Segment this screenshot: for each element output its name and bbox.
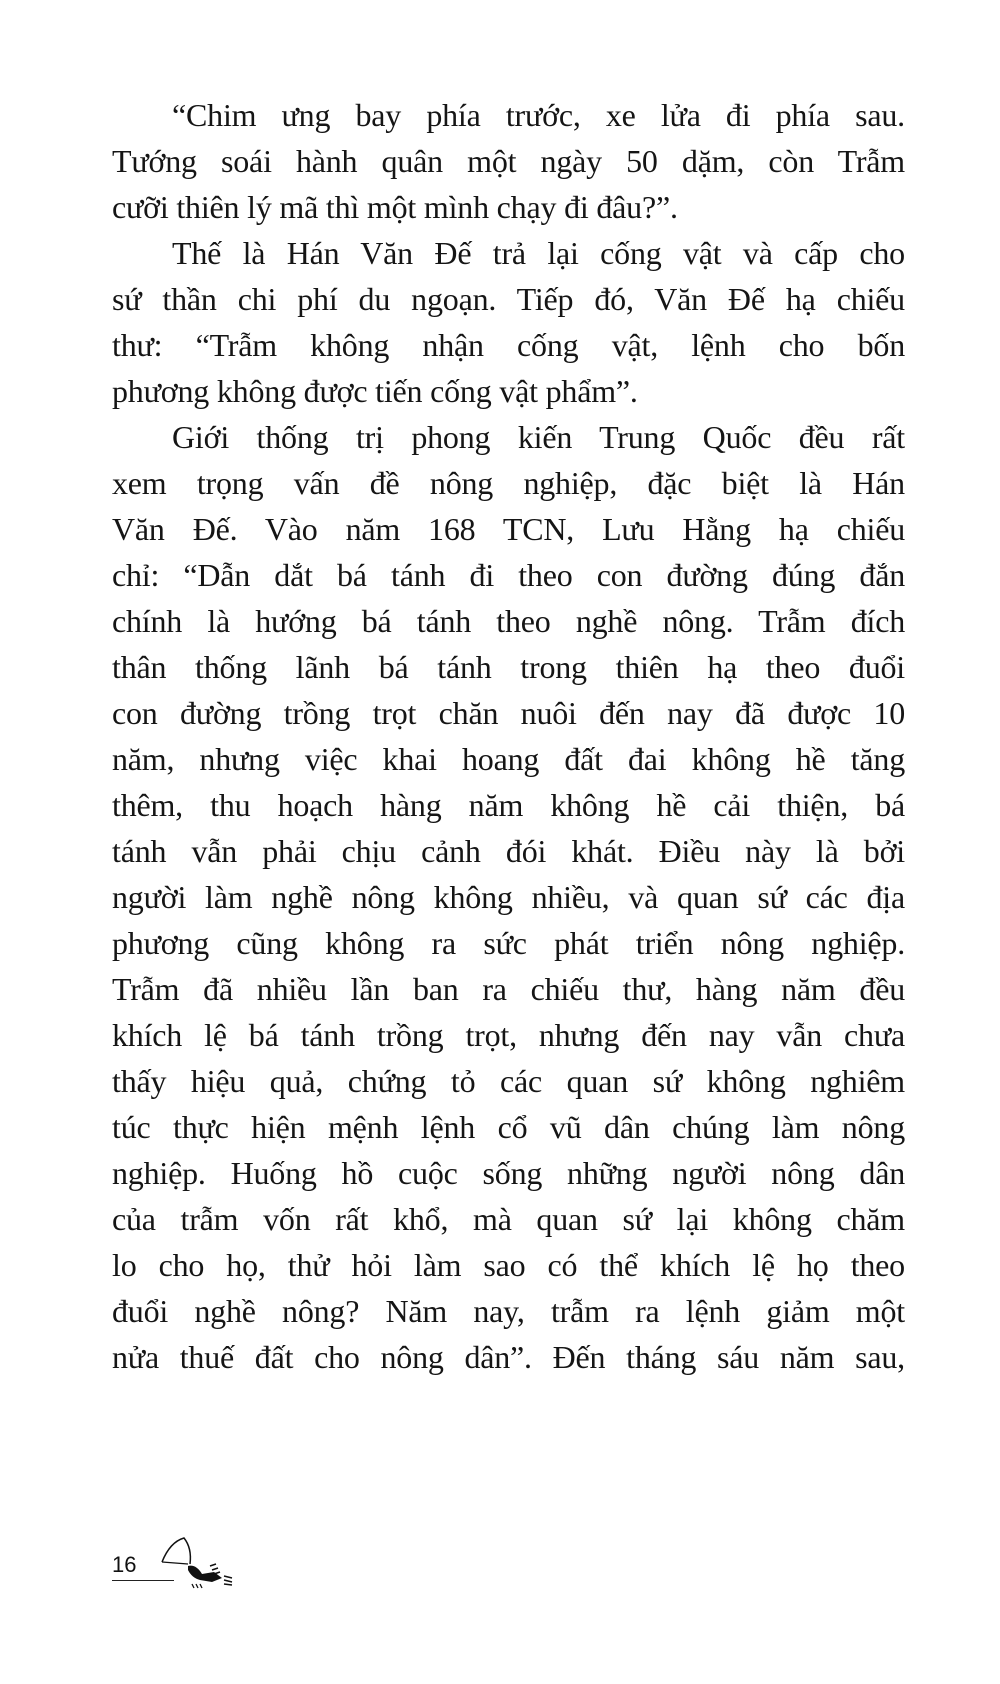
text-line: khích lệ bá tánh trồng trọt, nhưng đến nay vẫn chưa [112, 1017, 905, 1053]
page-footer [112, 1548, 312, 1588]
text-line: thư: “Trẫm không nhận cống vật, lệnh cho bốn [112, 327, 905, 363]
page-number: 16 [112, 1552, 137, 1577]
text-line: Văn Đế. Vào năm 168 TCN, Lưu Hằng hạ chiếu [112, 511, 905, 547]
text-line: túc thực hiện mệnh lệnh cổ vũ dân chúng làm nông [112, 1109, 905, 1145]
text-line: thêm, thu hoạch hàng năm không hề cải thiện, bá [112, 787, 905, 823]
text-line: cưỡi thiên lý mã thì một mình chạy đi đâu?”. [112, 189, 678, 225]
text-line: thân thống lãnh bá tánh trong thiên hạ theo đuổi [112, 649, 905, 685]
text-line: sứ thần chi phí du ngoạn. Tiếp đó, Văn Đế hạ chiếu [112, 281, 905, 317]
text-line: nửa thuế đất cho nông dân”. Đến tháng sáu năm sau, [112, 1339, 905, 1375]
text-line: phương cũng không ra sức phát triển nông nghiệp. [112, 925, 905, 961]
text-line: Tướng soái hành quân một ngày 50 dặm, còn Trẫm [112, 143, 905, 179]
figure-ornament-icon [152, 1534, 262, 1590]
text-line: xem trọng vấn đề nông nghiệp, đặc biệt là Hán [112, 465, 905, 501]
text-line: thấy hiệu quả, chứng tỏ các quan sứ không nghiêm [112, 1063, 905, 1099]
text-line: người làm nghề nông không nhiều, và quan sứ các địa [112, 879, 905, 915]
text-line: đuổi nghề nông? Năm nay, trẫm ra lệnh giảm một [112, 1293, 905, 1329]
text-line: chính là hướng bá tánh theo nghề nông. Trẫm đích [112, 603, 905, 639]
text-line: phương không được tiến cống vật phẩm”. [112, 373, 638, 409]
text-line: của trẫm vốn rất khổ, mà quan sứ lại không chăm [112, 1201, 905, 1237]
text-line: lo cho họ, thử hỏi làm sao có thể khích lệ họ theo [112, 1247, 905, 1283]
text-line: Trẫm đã nhiều lần ban ra chiếu thư, hàng năm đều [112, 971, 905, 1007]
text-line: chỉ: “Dẫn dắt bá tánh đi theo con đường đúng đắn [112, 557, 905, 593]
text-line: “Chim ưng bay phía trước, xe lửa đi phía sau. [172, 97, 905, 133]
text-line: năm, nhưng việc khai hoang đất đai không hề tăng [112, 741, 905, 777]
text-line: Thế là Hán Văn Đế trả lại cống vật và cấp cho [172, 235, 905, 271]
text-line: tánh vẫn phải chịu cảnh đói khát. Điều này là bởi [112, 833, 905, 869]
text-line: Giới thống trị phong kiến Trung Quốc đều rất [172, 419, 905, 455]
page-body [112, 92, 905, 1380]
text-line: nghiệp. Huống hồ cuộc sống những người nông dân [112, 1155, 905, 1191]
text-line: con đường trồng trọt chăn nuôi đến nay đã được 10 [112, 695, 905, 731]
